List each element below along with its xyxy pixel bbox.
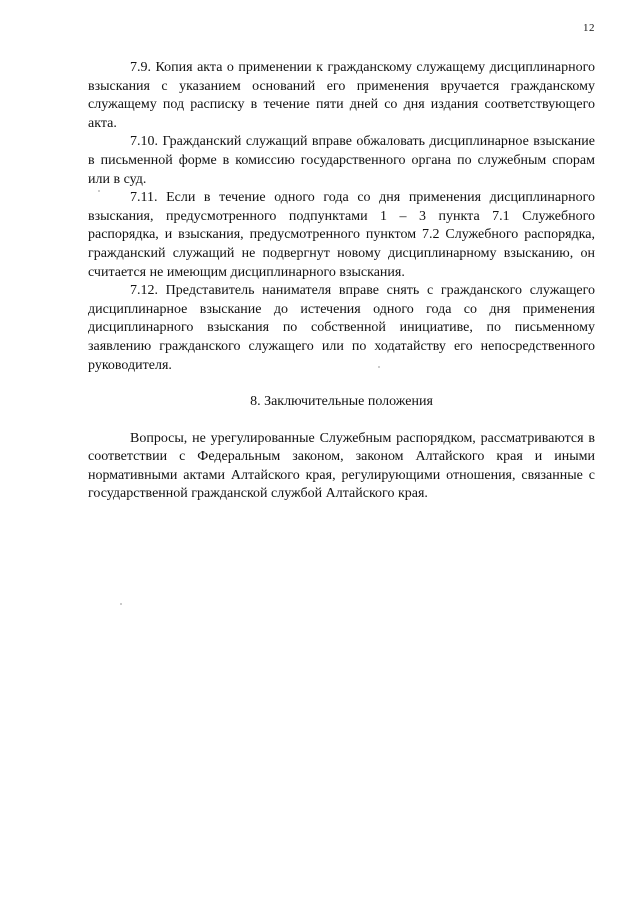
paragraph-7-12: 7.12. Представитель нанимателя вправе снять с гражданского служащего дисциплинарное взыскание до истечения одного года со дня применения дисциплинарного взыскания по собственной инициативе, по письменному заявлению гражданского служащего или по ходатайству его непосредственного руководителя. xyxy=(88,283,595,373)
paragraph-7-10: 7.10. Гражданский служащий вправе обжаловать дисциплинарное взыскание в письменной форме в комиссию государственного органа по служебным спорам или в суд. xyxy=(88,134,595,187)
paragraph-7-9: 7.9. Копия акта о применении к гражданскому служащему дисциплинарного взыскания с указанием оснований его применения вручается гражданскому служащему под расписку в течение пяти дней со дня издания соответствующего акта. xyxy=(88,60,595,131)
page-number: 12 xyxy=(583,22,595,34)
document-body xyxy=(88,59,595,504)
paragraph-final-provisions: Вопросы, не урегулированные Служебным распорядком, рассматриваются в соответствии с Федеральным законом, законом Алтайского края и иными нормативными актами Алтайского края, регулирующими отношения, связанные с государственной гражданской службой Алтайского края. xyxy=(88,430,595,502)
paragraph-7-11: 7.11. Если в течение одного года со дня применения дисциплинарного взыскания, предусмотренного подпунктами 1 – 3 пункта 7.1 Служебного распорядка, и взыскания, предусмотренного пунктом 7.2 Служебного распорядка, гражданский служащий не подвергнут новому дисциплинарному взысканию, он считается не имеющим дисциплинарного взыскания. xyxy=(88,190,595,280)
section-heading: 8. Заключительные положения xyxy=(250,394,433,410)
scan-speck xyxy=(378,366,380,368)
scan-speck xyxy=(98,190,100,192)
scan-speck xyxy=(120,603,122,605)
